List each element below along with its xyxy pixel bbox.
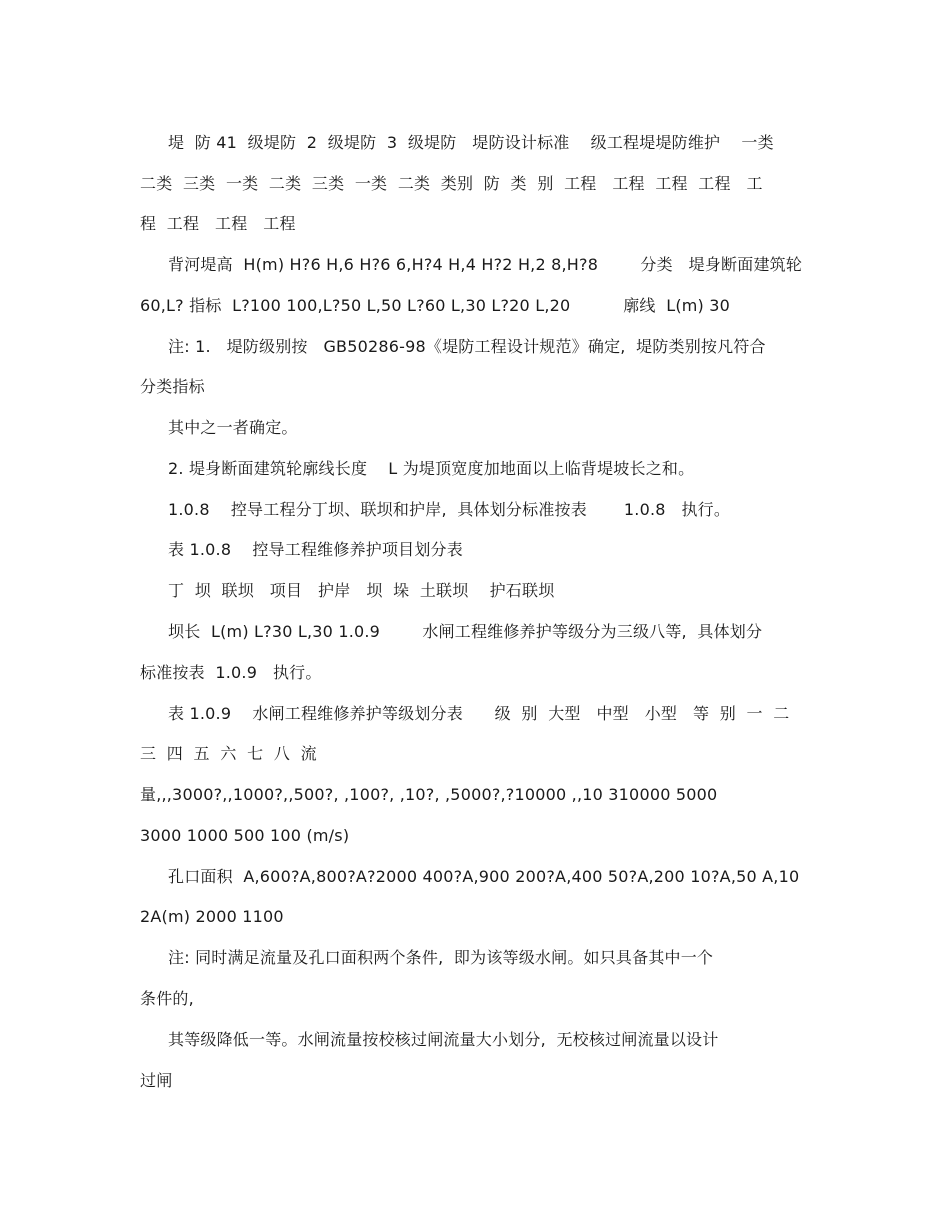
text-line: 标准按表 1.0.9 执行。 — [140, 663, 322, 682]
text-line: 注: 同时满足流量及孔口面积两个条件, 即为该等级水闸。如只具备其中一个 — [168, 948, 714, 967]
text-line: 堤 防 41 级堤防 2 级堤防 3 级堤防 堤防设计标准 级工程堤堤防维护 一类 — [168, 133, 774, 152]
text-line: 三 四 五 六 七 八 流 — [140, 744, 317, 763]
text-line: 条件的, — [140, 989, 194, 1008]
text-line: 丁 坝 联坝 项目 护岸 坝 垛 土联坝 护石联坝 — [168, 581, 555, 600]
text-line: 3000 1000 500 100 (m/s) — [140, 826, 350, 845]
text-line: 过闸 — [140, 1071, 173, 1090]
text-line: 1.0.8 控导工程分丁坝、联坝和护岸, 具体划分标准按表 1.0.8 执行。 — [168, 500, 731, 519]
text-line: 其等级降低一等。水闸流量按校核过闸流量大小划分, 无校核过闸流量以设计 — [168, 1030, 719, 1049]
text-line: 分类指标 — [140, 377, 205, 396]
text-line: 注: 1. 堤防级别按 GB50286-98《堤防工程设计规范》确定, 堤防类别按凡符合 — [168, 337, 766, 356]
text-line: 其中之一者确定。 — [168, 418, 298, 437]
text-line: 孔口面积 A,600?A,800?A?2000 400?A,900 200?A,400 50?A,200 10?A,50 A,10 — [168, 867, 800, 886]
text-line: 表 1.0.8 控导工程维修养护项目划分表 — [168, 540, 463, 559]
text-line: 二类 三类 一类 二类 三类 一类 二类 类别 防 类 别 工程 工程 工程 工程 工 — [140, 174, 763, 193]
text-line: 60,L? 指标 L?100 100,L?50 L,50 L?60 L,30 L?20 L,20 廓线 L(m) 30 — [140, 296, 731, 315]
text-line: 量,,,3000?,,1000?,,500?, ,100?, ,10?, ,5000?,?10000 ,,10 310000 5000 — [140, 785, 718, 804]
text-line: 坝长 L(m) L?30 L,30 1.0.9 水闸工程维修养护等级分为三级八等, 具体划分 — [168, 622, 763, 641]
text-line: 表 1.0.9 水闸工程维修养护等级划分表 级 别 大型 中型 小型 等 别 一 二 — [168, 704, 790, 723]
text-line: 2. 堤身断面建筑轮廓线长度 L 为堤顶宽度加地面以上临背堤坡长之和。 — [168, 459, 695, 478]
text-line: 2A(m) 2000 1100 — [140, 907, 284, 926]
text-line: 程 工程 工程 工程 — [140, 214, 296, 233]
text-line: 背河堤高 H(m) H?6 H,6 H?6 6,H?4 H,4 H?2 H,2 8,H?8 分类 堤身断面建筑轮 — [168, 255, 803, 274]
